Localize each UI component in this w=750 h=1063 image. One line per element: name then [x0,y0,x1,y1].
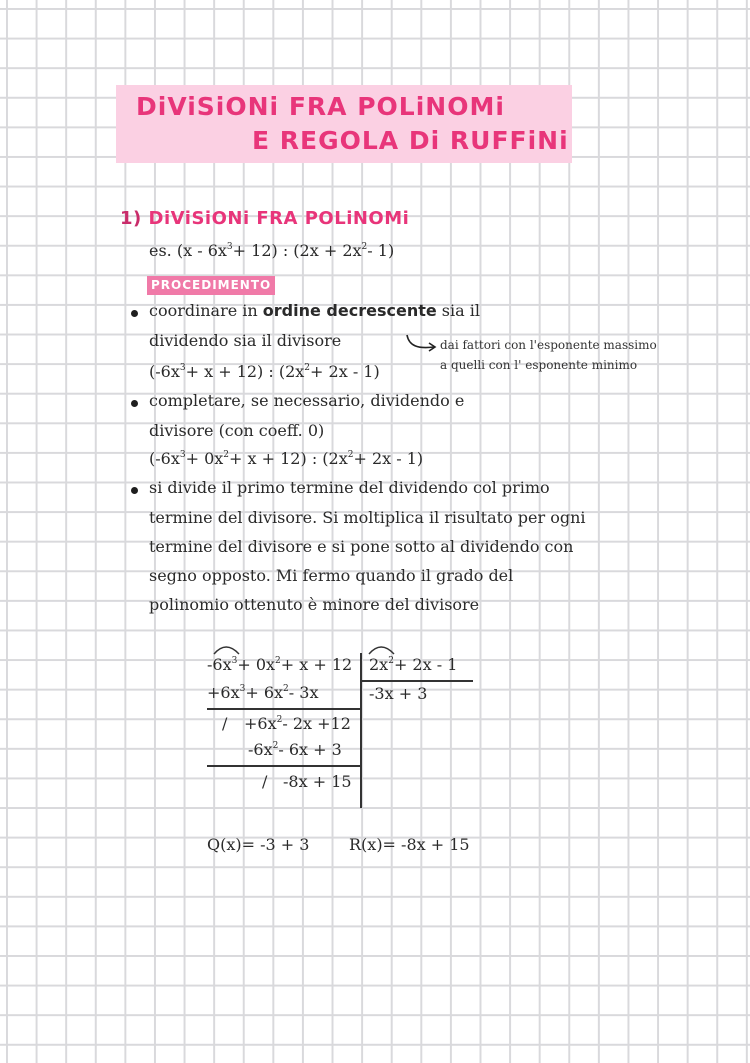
divisor-underline [361,680,473,682]
division-vertical-bar [360,653,362,808]
division-line-2 [207,765,361,767]
bullet3-line2: termine del divisore. Si moltiplica il risultato per ogni [149,508,586,527]
division-row3: $+6x^2-$ 2x +12 [244,714,351,733]
bullet3-line3: termine del divisore e si pone sotto al dividendo con [149,537,574,556]
curved-arrow-icon [404,332,440,356]
division-row5-mark: / [262,772,268,791]
bullet-dot [131,310,138,317]
bullet-dot [131,487,138,494]
quotient-result: Q(x)= -3 + 3 [207,835,310,854]
title-line-2: E REGOLA Di RUFFiNi [252,126,569,155]
section-number: 1) [120,208,142,229]
division-row4: $-6x^2-$ 6x + 3 [248,740,342,759]
section-title [120,208,409,229]
bullet2-line1: completare, se necessario, dividendo e [149,391,465,410]
note-line-1: dai fattori con l'esponente massimo [440,338,657,352]
bullet2-formula: $(-6x^3+ 0x^2+ x + 12)$ : $(2x^2+ 2x - 1)$ [149,449,424,468]
note-line-2: a quelli con l' esponente minimo [440,358,638,372]
division-row3-mark: / [222,714,228,733]
division-dividend: $-6x^3+ 0x^2+ x + 12$ [207,655,353,674]
bullet3-line4: segno opposto. Mi fermo quando il grado del [149,566,514,585]
division-quotient: -3x + 3 [369,684,428,703]
bullet1-line2: dividendo sia il divisore [149,331,342,350]
bullet3-line5: polinomio ottenuto è minore del divisore [149,595,480,614]
arc-mark-icon [212,642,242,656]
bullet1-line1: coordinare in ordine decrescente sia il [149,301,480,320]
division-line-1 [207,708,361,710]
remainder-result: R(x)= -8x + 15 [349,835,470,854]
division-row2: $+6x^3+ 6x^2-$ 3x [207,683,319,702]
bullet3-line1: si divide il primo termine del dividendo col primo [149,478,550,497]
section-title-text: DiViSiONi FRA POLiNOMi [148,208,410,229]
bullet-dot [131,400,138,407]
emphasis-text: ordine decrescente [262,301,437,320]
example-expression: es. $(x - 6x^3+ 12)$ : ($2x + 2x^2-$ 1) [149,241,395,260]
procedure-badge: PROCEDIMENTO [147,276,275,295]
bullet1-formula: $(-6x^3+ x + 12)$ : $(2x^2+ 2x - 1)$ [149,362,380,381]
arc-mark-icon [367,642,397,656]
title-line-1: DiViSiONi FRA POLiNOMi [136,92,505,121]
division-divisor: $2x^2+ 2x - 1$ [369,655,458,674]
bullet2-line2: divisore (con coeff. 0) [149,421,325,440]
division-remainder: -8x + 15 [283,772,352,791]
